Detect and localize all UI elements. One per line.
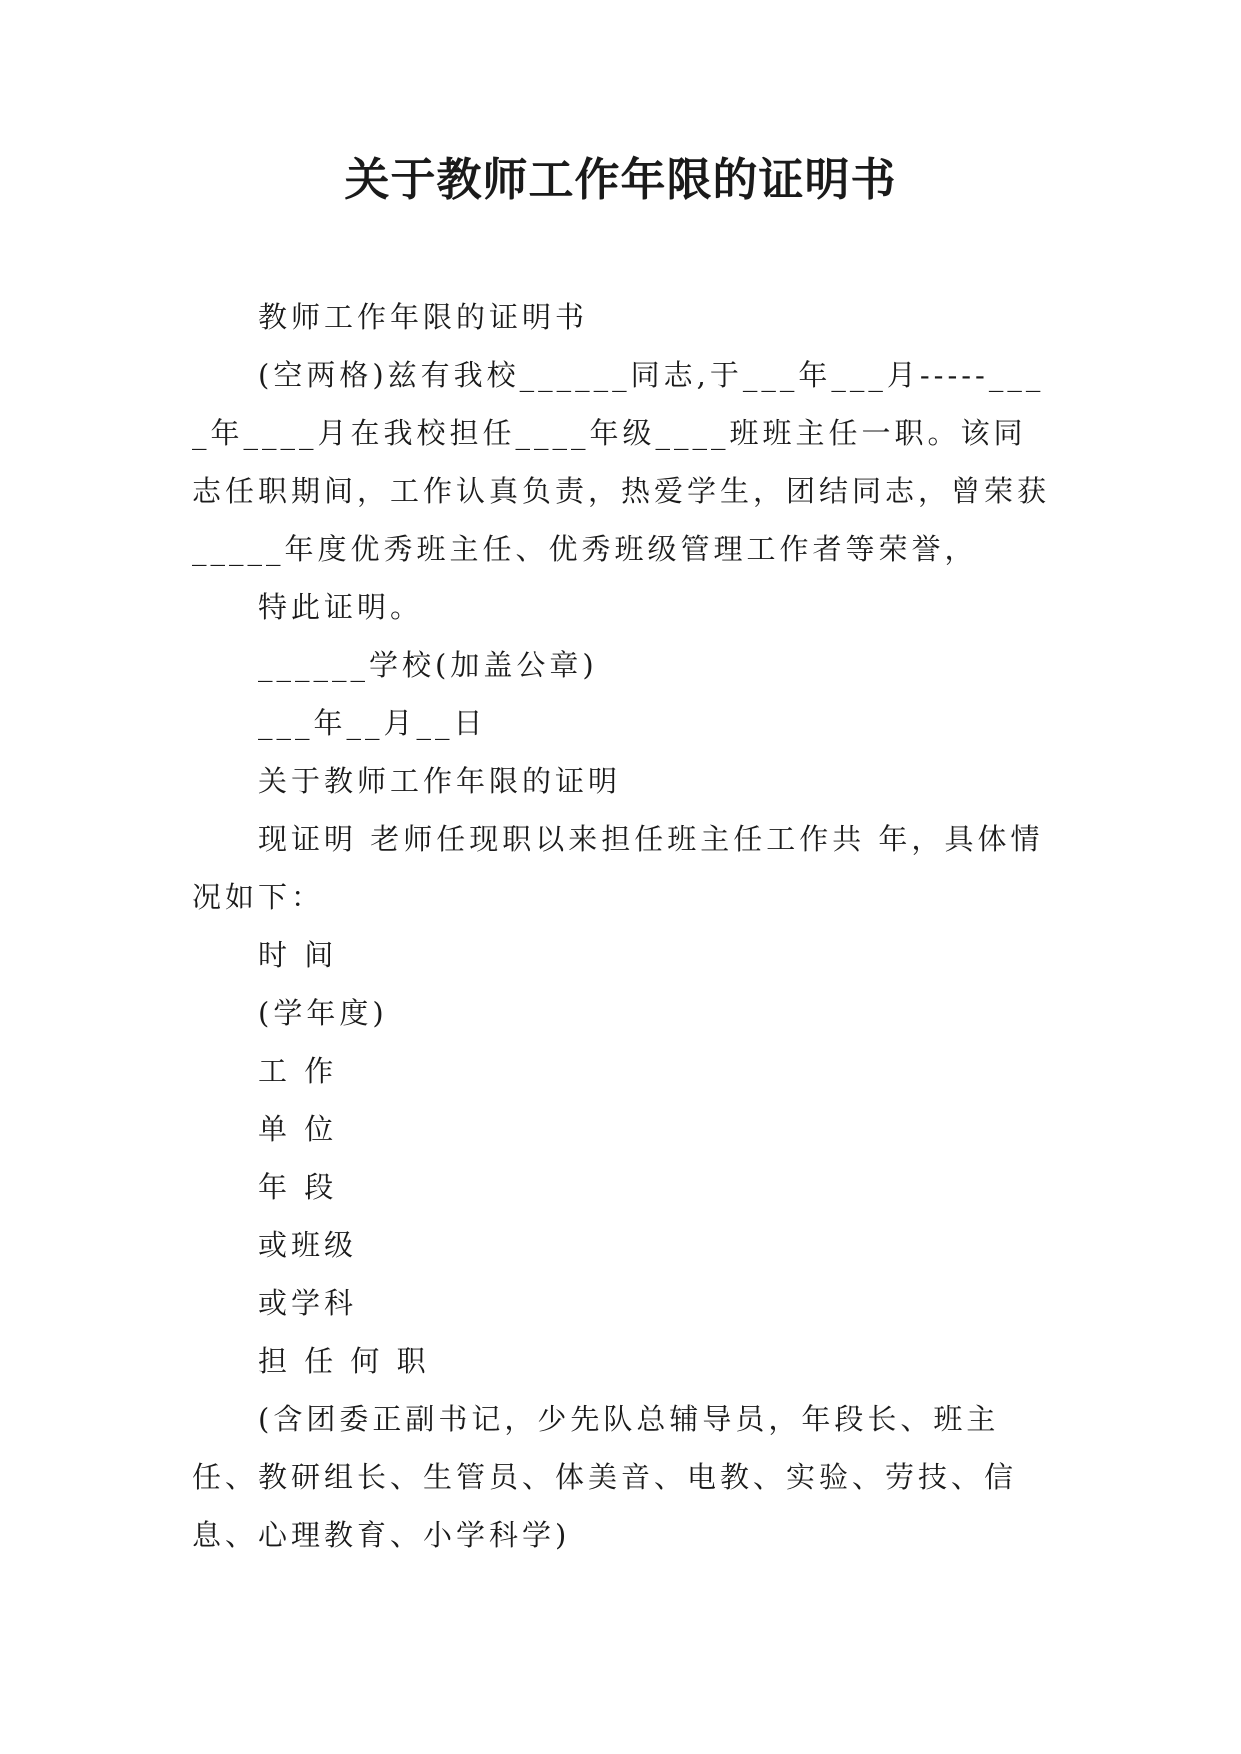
paragraph-time-label: 时 间 (258, 938, 338, 972)
paragraph-unit-label: 单 位 (258, 1112, 338, 1146)
paragraph-second-title: 关于教师工作年限的证明 (258, 764, 622, 798)
paragraph-position-label: 担 任 何 职 (258, 1344, 430, 1378)
paragraph-work-label: 工 作 (258, 1054, 338, 1088)
document-title: 关于教师工作年限的证明书 (344, 153, 897, 206)
paragraph-or-subject-label: 或学科 (258, 1286, 358, 1320)
paragraph-position-note: (含团委正副书记，少先队总辅导员，年段长、班主任、教研组长、生管员、体美音、电教、实验、劳技、信息、心理教育、小学科学) (192, 1402, 1018, 1552)
paragraph-hereby-certify: 特此证明。 (258, 590, 424, 624)
paragraph-proof-statement: 现证明 老师任现职以来担任班主任工作共 年，具体情况如下： (192, 822, 1044, 914)
document-body (192, 288, 1054, 1564)
paragraph-certification-body: (空两格)兹有我校______同志,于___年___月-----____年____月在我校担任____年级____班班主任一职。该同志任职期间，工作认真负责，热爱学生，团结同志，曾荣获_____年度优秀班主任、优秀班级管理工作者等荣誉， (192, 358, 1051, 566)
paragraph-grade-section-label: 年 段 (258, 1170, 338, 1204)
paragraph-school-seal: ______学校(加盖公章) (258, 648, 598, 682)
paragraph-or-class-label: 或班级 (258, 1228, 358, 1262)
paragraph-date: ___年__月__日 (258, 706, 487, 740)
paragraph-subtitle: 教师工作年限的证明书 (258, 300, 589, 334)
paragraph-school-year-label: (学年度) (258, 996, 388, 1030)
